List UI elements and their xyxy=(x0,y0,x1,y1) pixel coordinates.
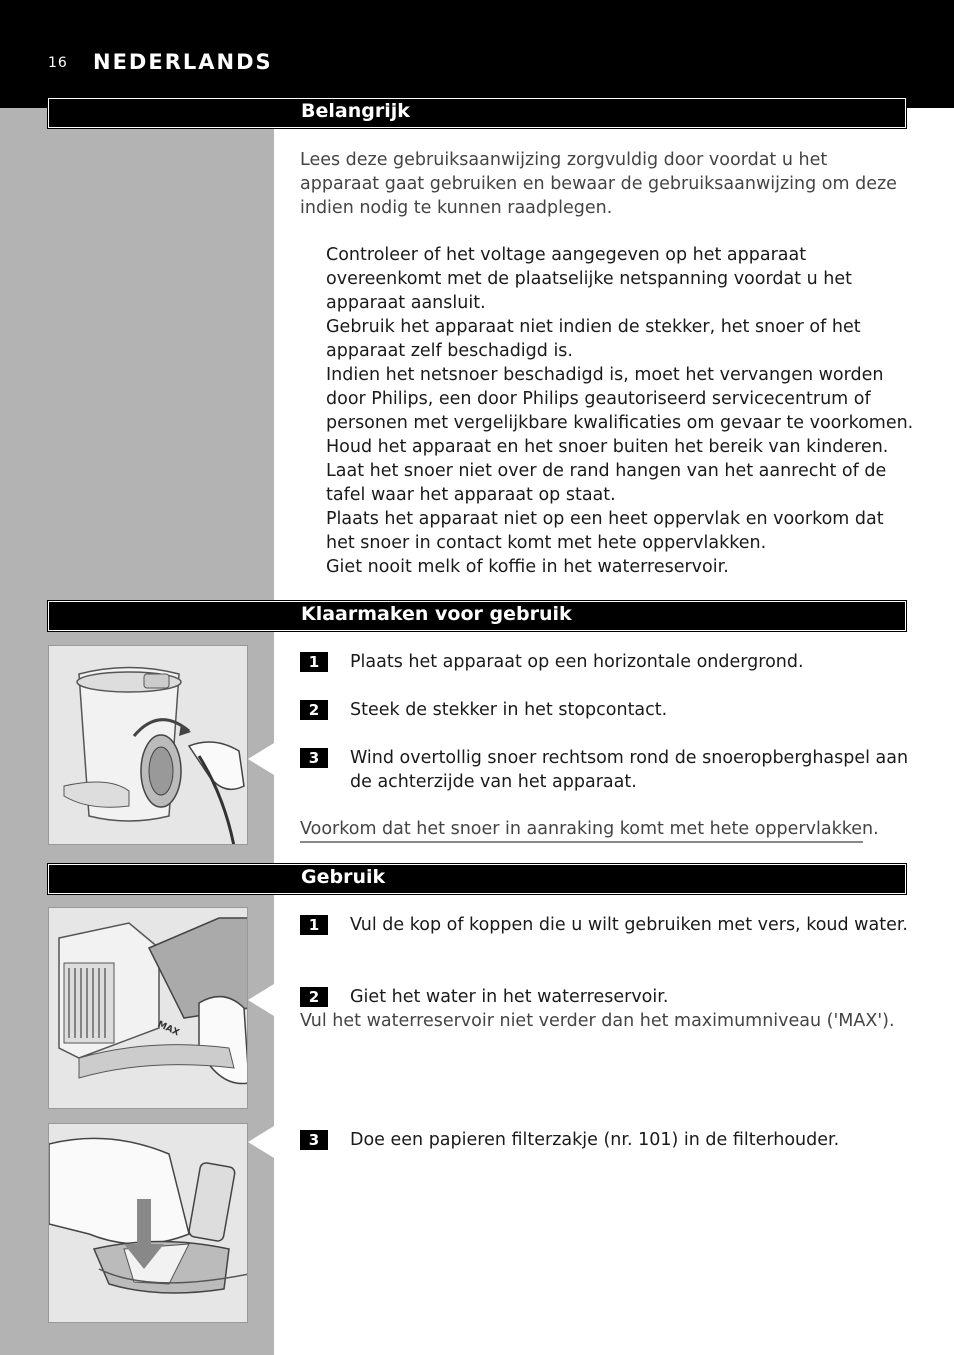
step-text: Doe een papieren filterzakje (nr. 101) in de filterhouder. xyxy=(350,1130,840,1150)
list-item: Indien het netsnoer beschadigd is, moet het vervangen worden door Philips, een door Philips geautoriseerd servicecentrum of personen met vergelijkbare kwalificaties om gevaar te voorkomen. xyxy=(326,365,914,433)
list-item: Plaats het apparaat niet op een heet oppervlak en voorkom dat het snoer in contact komt met hete oppervlakken. xyxy=(326,509,884,553)
step-number: 1 xyxy=(300,915,328,935)
pointer-arrow xyxy=(248,1126,274,1158)
section-title: Klaarmaken voor gebruik xyxy=(301,603,572,625)
list-item: Laat het snoer niet over de rand hangen van het aanrecht of de tafel waar het apparaat op staat. xyxy=(326,461,887,505)
illustration-filter xyxy=(48,1123,248,1323)
cord-note: Voorkom dat het snoer in aanraking komt met hete oppervlakken. xyxy=(300,819,879,839)
section-header-important xyxy=(48,98,906,128)
step-text: Vul de kop of koppen die u wilt gebruiken met vers, koud water. xyxy=(350,915,908,935)
note-underline xyxy=(300,841,863,843)
section-title: Gebruik xyxy=(301,866,386,888)
max-level-note: Vul het waterreservoir niet verder dan het maximumniveau ('MAX'). xyxy=(300,1011,895,1031)
warnings-list xyxy=(326,243,916,579)
step-text: Wind overtollig snoer rechtsom rond de snoeropberghaspel aan de achterzijde van het apparaat. xyxy=(350,748,909,792)
section-header-use xyxy=(48,864,906,894)
coffee-maker-cord-illustration xyxy=(49,646,248,845)
header-bar xyxy=(0,0,954,108)
illustration-fill-water xyxy=(48,907,248,1109)
section-header-prepare xyxy=(48,601,906,631)
step-text: Plaats het apparaat op een horizontale ondergrond. xyxy=(350,652,804,672)
step-number: 2 xyxy=(300,987,328,1007)
step-number: 3 xyxy=(300,748,328,768)
list-item: Controleer of het voltage aangegeven op het apparaat overeenkomt met de plaatselijke netspanning voordat u het apparaat aansluit. xyxy=(326,245,852,313)
pointer-arrow xyxy=(248,984,274,1016)
step-number: 3 xyxy=(300,1130,328,1150)
list-item: Houd het apparaat en het snoer buiten het bereik van kinderen. xyxy=(326,437,889,457)
water-reservoir-illustration xyxy=(49,908,248,1109)
section-title: Belangrijk xyxy=(301,100,410,122)
illustration-cord-storage xyxy=(48,645,248,845)
list-item: Giet nooit melk of koffie in het waterreservoir. xyxy=(326,557,729,577)
step-number: 2 xyxy=(300,700,328,720)
step-number: 1 xyxy=(300,652,328,672)
pointer-arrow xyxy=(248,743,274,775)
page-number: 16 xyxy=(48,55,68,71)
step-text: Giet het water in het waterreservoir. xyxy=(350,987,669,1007)
intro-paragraph: Lees deze gebruiksaanwijzing zorgvuldig door voordat u het apparaat gaat gebruiken en bewaar de gebruiksaanwijzing om deze indien nodig te kunnen raadplegen. xyxy=(300,150,897,218)
list-item: Gebruik het apparaat niet indien de stekker, het snoer of het apparaat zelf beschadigd is. xyxy=(326,317,861,361)
filter-insert-illustration xyxy=(49,1124,248,1323)
language-title: NEDERLANDS xyxy=(93,50,273,74)
max-label: MAX xyxy=(155,1019,181,1039)
step-text: Steek de stekker in het stopcontact. xyxy=(350,700,668,720)
